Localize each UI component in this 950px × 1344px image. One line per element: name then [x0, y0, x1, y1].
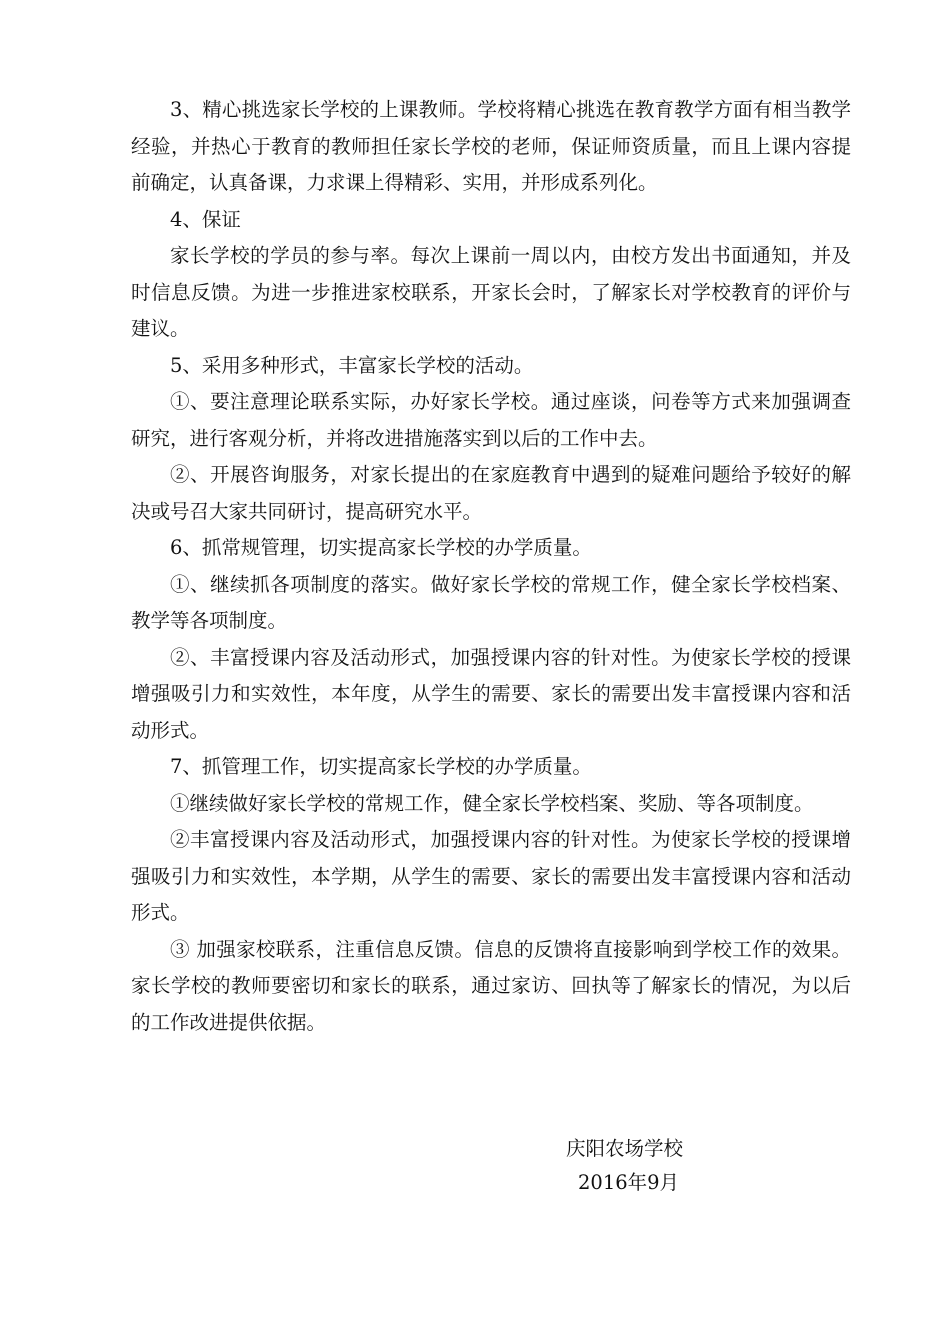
paragraph-item-7-point-3: ③ 加强家校联系，注重信息反馈。信息的反馈将直接影响到学校工作的效果。家长学校的教师要密切和家长的联系，通过家访、回执等了解家长的情况，为以后的工作改进提供依据。 — [131, 937, 851, 1034]
paragraph-participation-rate: 家长学校的学员的参与率。每次上课前一周以内，由校方发出书面通知，并及时信息反馈。为进一步推进家校联系，开家长会时，了解家长对学校教育的评价与建议。 — [131, 244, 851, 340]
paragraph-item-6-heading: 6、抓常规管理，切实提高家长学校的办学质量。 — [170, 536, 592, 559]
paragraph-item-5-point-1: ①、要注意理论联系实际，办好家长学校。通过座谈，问卷等方式来加强调查研究，进行客观分析，并将改进措施落实到以后的工作中去。 — [131, 390, 851, 450]
paragraph-item-7-point-1: ①继续做好家长学校的常规工作，健全家长学校档案、奖励、等各项制度。 — [170, 791, 814, 815]
paragraph-item-7-point-2: ②丰富授课内容及活动形式，加强授课内容的针对性。为使家长学校的授课增强吸引力和实效性，本学期，从学生的需要、家长的需要出发丰富授课内容和活动形式。 — [131, 828, 851, 924]
signature-organization: 庆阳农场学校 — [566, 1137, 684, 1160]
document-body — [131, 92, 851, 1041]
signature-block — [540, 1132, 740, 1200]
paragraph-item-7-heading: 7、抓管理工作，切实提高家长学校的办学质量。 — [170, 755, 592, 778]
paragraph-item-6-point-1: ①、继续抓各项制度的落实。做好家长学校的常规工作，健全家长学校档案、教学等各项制度。 — [131, 572, 851, 632]
paragraph-item-5-point-2: ②、开展咨询服务，对家长提出的在家庭教育中遇到的疑难问题给予较好的解决或号召大家共同研讨，提高研究水平。 — [131, 463, 851, 523]
paragraph-item-5-heading: 5、采用多种形式，丰富家长学校的活动。 — [170, 353, 534, 377]
paragraph-item-3-teachers: 3、精心挑选家长学校的上课教师。学校将精心挑选在教育教学方面有相当教学经验，并热心于教育的教师担任家长学校的老师，保证师资质量，而且上课内容提前确定，认真备课，力求课上得精彩、实用，并形成系列化。 — [131, 98, 851, 194]
paragraph-item-6-point-2: ②、丰富授课内容及活动形式，加强授课内容的针对性。为使家长学校的授课增强吸引力和实效性，本年度，从学生的需要、家长的需要出发丰富授课内容和活动形式。 — [131, 645, 851, 742]
signature-date: 2016年9月 — [578, 1171, 680, 1194]
paragraph-item-4-heading: 4、保证 — [170, 207, 241, 231]
